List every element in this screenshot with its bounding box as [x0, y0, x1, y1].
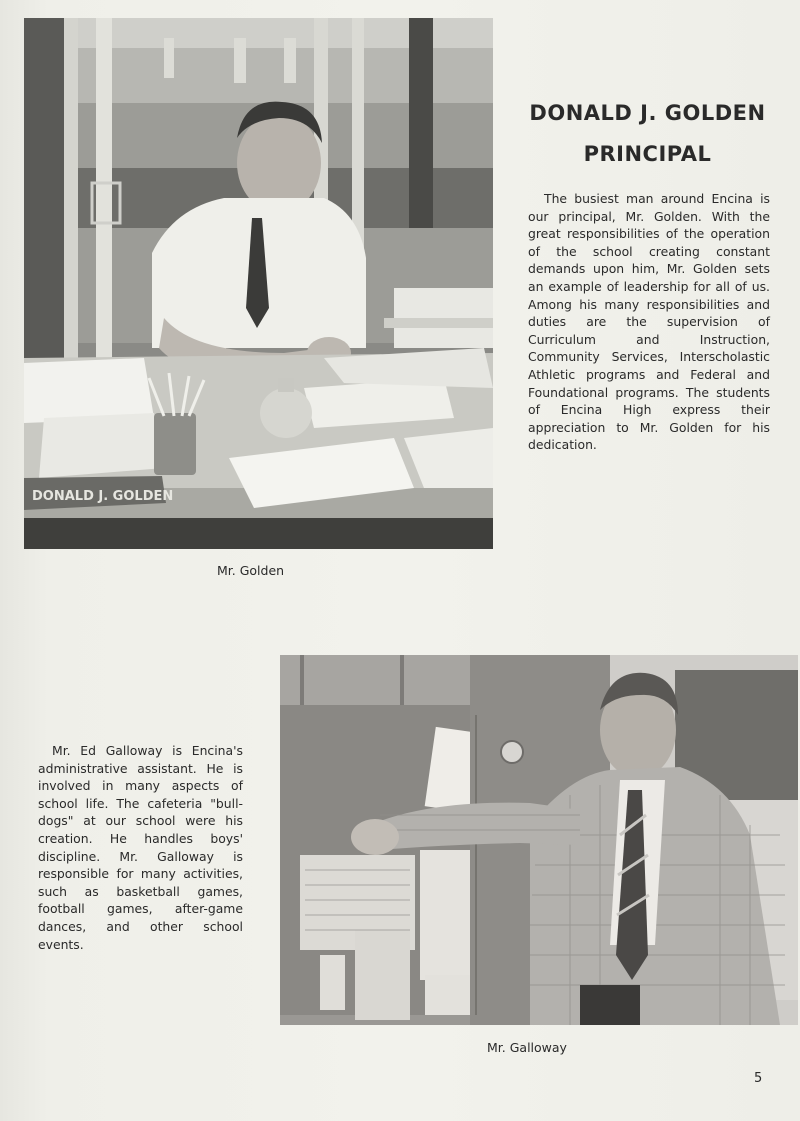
page-subtitle: PRINCIPAL [583, 142, 712, 166]
galloway-description: Mr. Ed Galloway is Encina's administrative assistant. He is involved in many aspects of school life. The cafeteria "bull-dogs" at our school were his creation. He handles boys' discipline. Mr. Galloway is responsible for many activities, such as basketball games, football games, after-game dances, and other school events. [38, 743, 243, 952]
galloway-caption: Mr. Galloway [487, 1040, 567, 1055]
page-number: 5 [754, 1071, 763, 1086]
nameplate-text: DONALD J. GOLDEN [32, 489, 174, 504]
golden-caption: Mr. Golden [217, 563, 285, 578]
galloway-photo [280, 655, 798, 1025]
page-title: DONALD J. GOLDEN [529, 101, 766, 125]
golden-description: The busiest man around Encina is our principal, Mr. Golden. With the great responsibilities of the operation of the school creating constant demands upon him, Mr. Golden sets an example of leadership for all of us. Among his many responsibilities and duties are the supervision of Curriculum and Instruction, Community Services, Interscholastic Athletic programs and Federal and Foundational programs. The students of Encina High express their appreciation to Mr. Golden for his dedication. [528, 191, 770, 453]
golden-photo [24, 18, 493, 549]
